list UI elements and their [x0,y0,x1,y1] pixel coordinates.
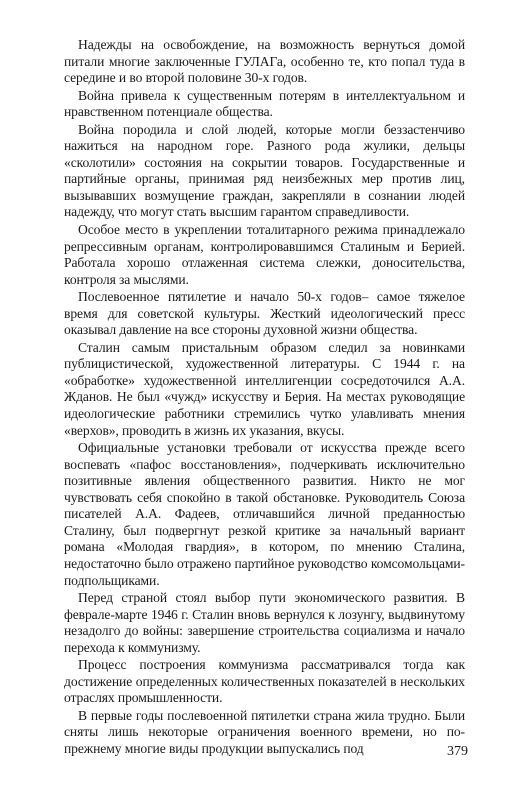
paragraph-8: Перед страной стоял выбор пути экономического развития. В феврале-марте 1946 г. Сталин вновь вернулся к лозунгу, выдвинутому незадолго до войны: завершение строительства социализма и начало перехода к коммунизму. [64,590,465,655]
page-number: 379 [447,744,468,759]
paragraph-7: Официальные установки требовали от искусства прежде всего воспевать «пафос восстановления», подчеркивать исключительно позитивные явления общественного развития. Никто не мог чувствовать себя спокойно в такой обстановке. Руководитель Союза писателей А.А. Фадеев, отличавшийся личной преданностью Сталину, был подвергнут резкой критике за начальный вариант романа «Молодая гвардия», в котором, по мнению Сталина, недостаточно было отражено партийное руководство комсомольцами-подпольщиками. [64,440,465,588]
paragraph-5: Послевоенное пятилетие и начало 50-х годов– самое тяжелое время для советской культуры. Жесткий идеологический пресс оказывал давление на все стороны духовной жизни общества. [64,289,465,338]
paragraph-1: Надежды на освобождение, на возможность вернуться домой питали многие заключенные ГУЛАГа, особенно те, кто попал туда в середине и во второй половине 30-х годов. [64,37,465,86]
paragraph-9: Процесс построения коммунизма рассматривался тогда как достижение определенных количественных показателей в нескольких отраслях промышленности. [64,657,465,706]
paragraph-6: Сталин самым пристальным образом следил за новинками публицистической, художественной литературы. С 1944 г. на «обработке» художественной интеллигенции сосредоточился А.А. Жданов. Не был «чужд» искусству и Берия. На местах руководящие идеологические работники стремились чутко улавливать мнения «верхов», проводить в жизнь их указания, вкусы. [64,339,465,438]
paragraph-2: Война привела к существенным потерям в интеллектуальном и нравственном потенциале общества. [64,87,465,120]
paragraph-4: Особое место в укреплении тоталитарного режима принадлежало репрессивным органам, контролировавшимся Сталиным и Берией. Работала хорошо отлаженная система слежки, доносительства, контроля за мыслями. [64,222,465,287]
text-column [64,37,465,759]
paragraph-10: В первые годы послевоенной пятилетки страна жила трудно. Были сняты лишь некоторые ограничения военного времени, но по-прежнему многие виды продукции выпускались под [64,707,465,756]
paragraph-3: Война породила и слой людей, которые могли беззастенчиво нажиться на народном горе. Разного рода жулики, дельцы «сколотили» состояния на сокрытии товаров. Государственные и партийные органы, принимая ряд неизбежных мер против лиц, вызывавших возмущение граждан, закрепляли в сознании людей надежду, что могут стать высшим гарантом справедливости. [64,121,465,220]
